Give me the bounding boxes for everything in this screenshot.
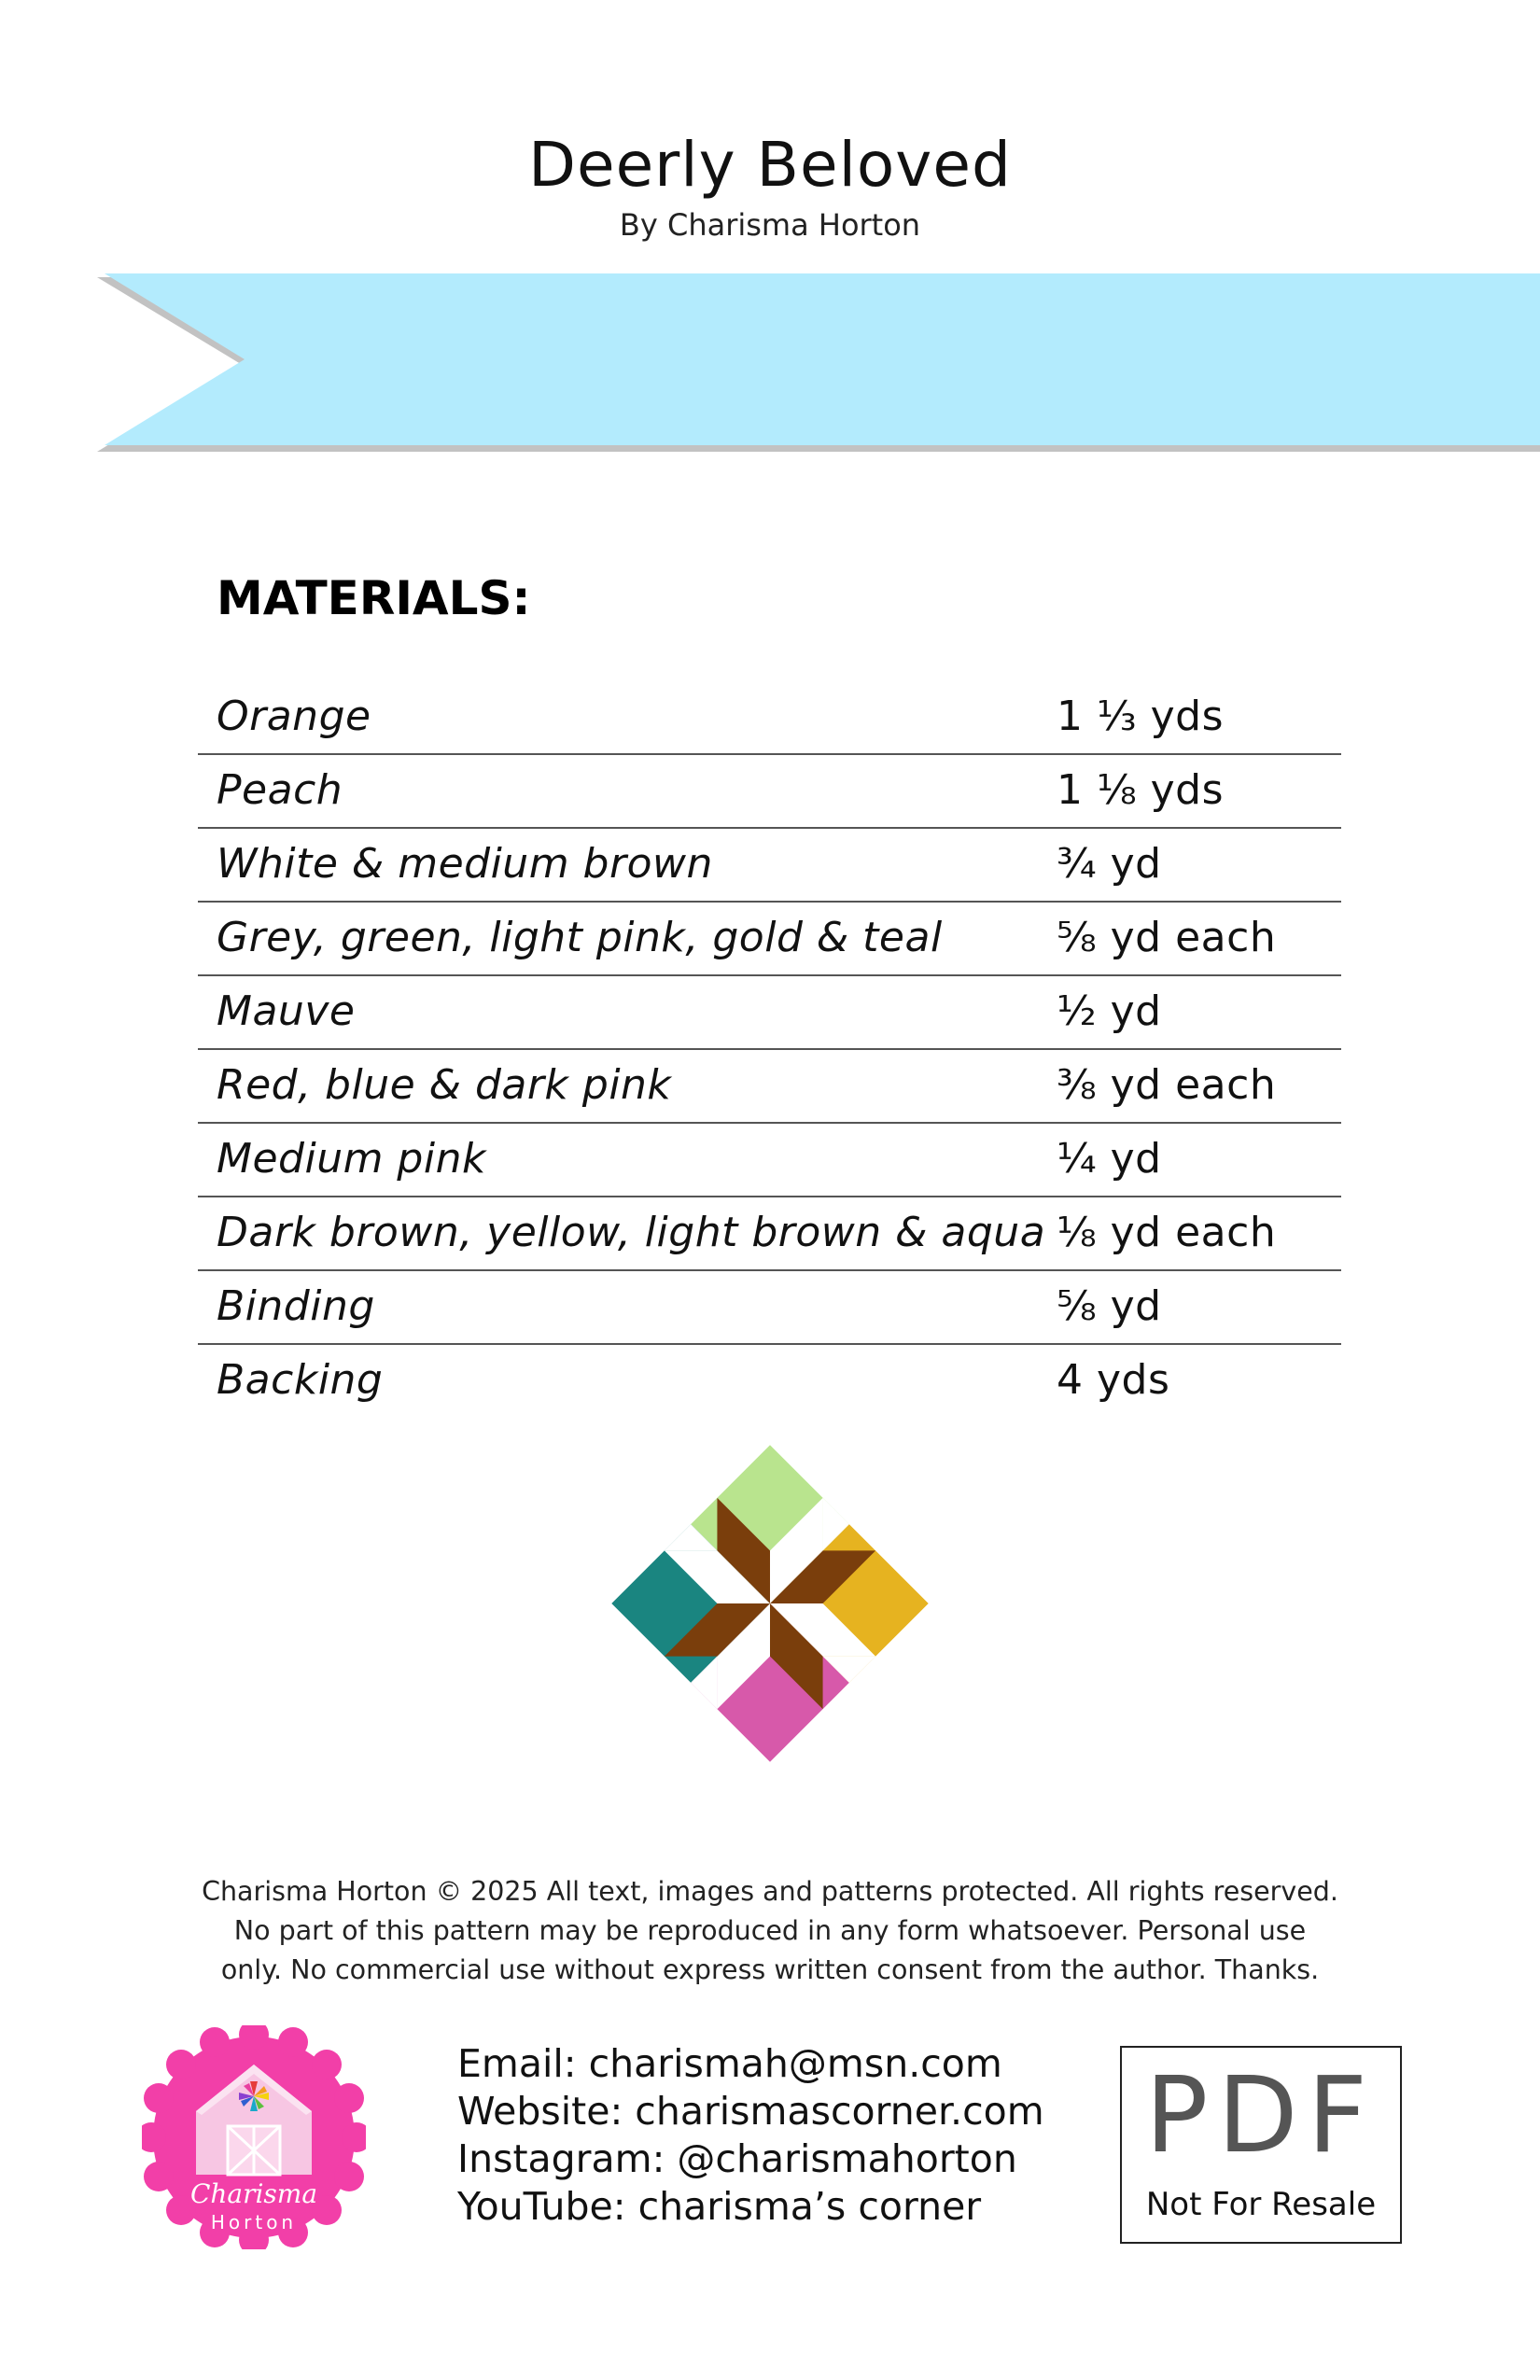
contact-instagram: Instagram: @charismahorton <box>457 2136 1017 2181</box>
materials-row <box>198 755 1341 829</box>
material-name: Medium pink <box>217 1135 486 1183</box>
material-name: Grey, green, light pink, gold & teal <box>217 914 943 961</box>
ribbon-body <box>105 273 1540 445</box>
material-name: Backing <box>217 1356 384 1404</box>
not-for-resale-label: Not For Resale <box>1145 2186 1377 2223</box>
materials-row <box>198 1271 1341 1345</box>
contact-website: Website: charismascorner.com <box>457 2089 1044 2134</box>
copyright-line: Charisma Horton © 2025 All text, images and patterns protected. All rights reserved. <box>202 1876 1338 1907</box>
material-quantity: 1 ⅛ yds <box>1057 766 1225 814</box>
materials-row <box>198 1050 1341 1124</box>
materials-row <box>198 976 1341 1050</box>
material-name: Red, blue & dark pink <box>217 1061 672 1109</box>
materials-row <box>198 903 1341 976</box>
contact-youtube: YouTube: charisma’s corner <box>457 2184 982 2229</box>
logo-name-charisma: Charisma <box>189 2178 318 2209</box>
material-quantity: 1 ⅓ yds <box>1057 693 1225 740</box>
copyright-line: only. No commercial use without express written consent from the author. Thanks. <box>220 1954 1320 1985</box>
material-name: Dark brown, yellow, light brown & aqua <box>217 1209 1046 1256</box>
page-title: Deerly Beloved <box>528 129 1012 201</box>
material-quantity: ⅛ yd each <box>1057 1209 1277 1256</box>
materials-row <box>198 829 1341 903</box>
logo-name-horton: Horton <box>210 2211 298 2233</box>
material-quantity: ⅝ yd <box>1057 1282 1162 1330</box>
materials-row <box>198 1124 1341 1197</box>
materials-row <box>198 1345 1341 1419</box>
contact-info <box>457 2040 1044 2231</box>
pdf-not-for-resale-badge <box>1120 2046 1402 2244</box>
material-name: White & medium brown <box>217 840 713 888</box>
material-name: Mauve <box>217 987 356 1035</box>
materials-row <box>198 1197 1341 1271</box>
charisma-horton-logo <box>142 2025 366 2249</box>
pdf-label: PDF <box>1144 2055 1378 2177</box>
material-name: Peach <box>217 766 343 814</box>
quilt-block-illustration <box>611 1445 929 1762</box>
materials-row <box>198 681 1341 755</box>
author-byline: By Charisma Horton <box>619 207 921 243</box>
contact-email: Email: charismah@msn.com <box>457 2041 1002 2086</box>
material-quantity: ⅜ yd each <box>1057 1061 1277 1109</box>
materials-table <box>198 681 1341 1419</box>
material-name: Orange <box>217 693 371 740</box>
material-quantity: ½ yd <box>1057 987 1162 1035</box>
blue-ribbon-banner <box>0 261 1540 467</box>
copyright-line: No part of this pattern may be reproduced in any form whatsoever. Personal use <box>233 1915 1307 1946</box>
materials-heading: MATERIALS: <box>217 571 531 625</box>
copyright-notice <box>0 1872 1540 1990</box>
material-quantity: 4 yds <box>1057 1356 1170 1404</box>
material-quantity: ¾ yd <box>1057 840 1162 888</box>
material-quantity: ⅝ yd each <box>1057 914 1277 961</box>
material-name: Binding <box>217 1282 375 1330</box>
material-quantity: ¼ yd <box>1057 1135 1162 1183</box>
